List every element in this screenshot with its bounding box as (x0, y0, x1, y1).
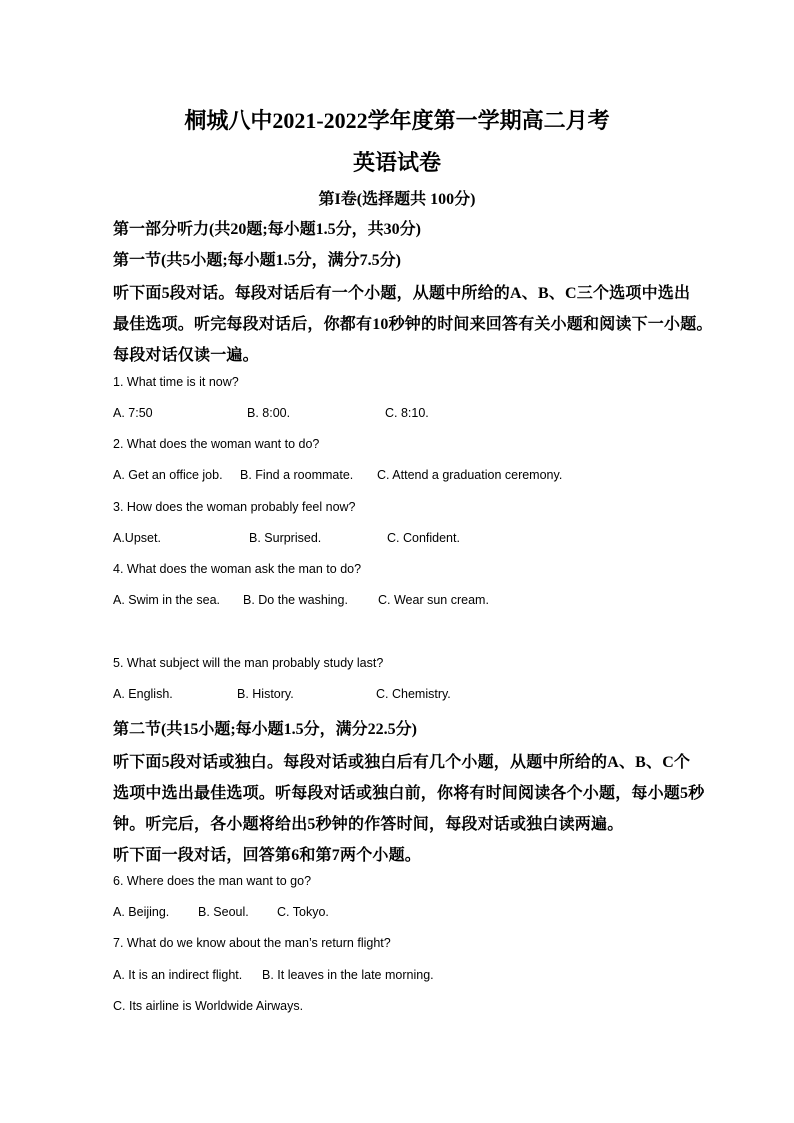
part1-heading: 第一部分听力(共20题;每小题1.5分，共30分) (113, 221, 421, 238)
section1-instruction-line: 最佳选项。听完每段对话后，你都有10秒钟的时间来回答有关小题和阅读下一小题。 (113, 316, 713, 333)
question-4-option-a: A. Swim in the sea. (113, 593, 220, 607)
question-5-option-a: A. English. (113, 687, 173, 701)
exam-subtitle: 英语试卷 (352, 150, 441, 175)
question-6: 6. Where does the man want to go? (113, 874, 312, 888)
section1-instruction-line: 每段对话仅读一遍。 (113, 347, 259, 364)
question-6-option-c: C. Tokyo. (277, 905, 329, 919)
question-3-option-c: C. Confident. (387, 531, 460, 545)
question-1: 1. What time is it now? (113, 375, 239, 389)
exam-title: 桐城八中2021-2022学年度第一学期高二月考 (184, 108, 610, 133)
volume-heading: 第I卷(选择题共 100分) (318, 191, 476, 208)
question-1-option-a: A. 7:50 (113, 406, 153, 420)
question-7-option-b: B. It leaves in the late morning. (262, 968, 434, 982)
section2-heading: 第二节(共15小题;每小题1.5分，满分22.5分) (113, 721, 417, 738)
section2-instruction-line: 钟。听完后，各小题将给出5秒钟的作答时间，每段对话或独白读两遍。 (113, 816, 624, 833)
question-6-option-a: A. Beijing. (113, 905, 170, 919)
question-1-option-c: C. 8:10. (385, 406, 429, 420)
question-3-option-a: A.Upset. (113, 531, 161, 545)
question-7-option-c: C. Its airline is Worldwide Airways. (113, 999, 304, 1013)
section2-sub-instruction: 听下面一段对话，回答第6和第7两个小题。 (113, 847, 422, 864)
question-5-option-b: B. History. (237, 687, 294, 701)
section1-heading: 第一节(共5小题;每小题1.5分，满分7.5分) (113, 252, 401, 269)
question-1-option-b: B. 8:00. (247, 406, 291, 420)
question-3: 3. How does the woman probably feel now? (113, 500, 356, 514)
question-2: 2. What does the woman want to do? (113, 437, 320, 451)
section2-instruction-line: 选项中选出最佳选项。听每段对话或独白前，你将有时间阅读各个小题，每小题5秒 (113, 785, 705, 802)
question-3-option-b: B. Surprised. (249, 531, 322, 545)
question-4-option-c: C. Wear sun cream. (378, 593, 489, 607)
question-7-option-a: A. It is an indirect flight. (113, 968, 243, 982)
question-6-option-b: B. Seoul. (198, 905, 249, 919)
section2-instruction-line: 听下面5段对话或独白。每段对话或独白后有几个小题，从题中所给的A、B、C个 (113, 754, 691, 771)
question-5-option-c: C. Chemistry. (376, 687, 451, 701)
question-4: 4. What does the woman ask the man to do? (113, 562, 362, 576)
section1-instruction-line: 听下面5段对话。每段对话后有一个小题，从题中所给的A、B、C三个选项中选出 (113, 285, 691, 302)
question-4-option-b: B. Do the washing. (243, 593, 348, 607)
question-2-option-a: A. Get an office job. (113, 468, 223, 482)
question-2-option-c: C. Attend a graduation ceremony. (377, 468, 563, 482)
question-7: 7. What do we know about the man’s return flight? (113, 936, 391, 950)
question-5: 5. What subject will the man probably study last? (113, 656, 384, 670)
question-2-option-b: B. Find a roommate. (240, 468, 354, 482)
